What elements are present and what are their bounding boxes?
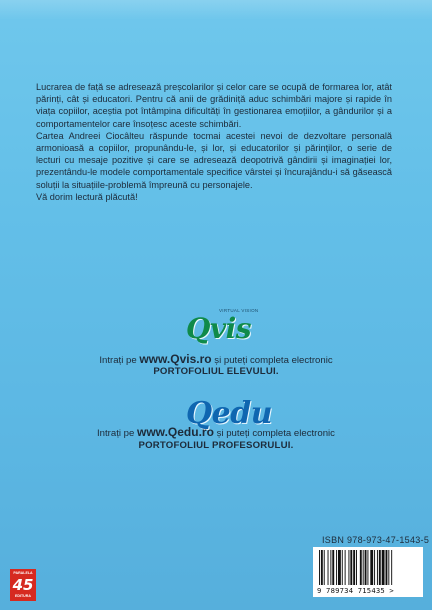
intro-closing: Vă dorim lectură plăcută! (36, 191, 138, 202)
barcode-digits: 9 789734 715435 > (317, 586, 394, 595)
intro-paragraph-2: Cartea Andreei Ciocâlteu răspunde tocmai acestei nevoi de dezvoltare personală armonioasă a copiilor, propunându-le, și lor, și educatorilor și părinților, o serie de lecturi cu mesaje pozitive și care se adresează deopotrivă gândirii și imaginației lor, prezentându-le modele comportamentale specifice vârstei și încurajându-i să găsească soluții la situațiile-problemă împreună cu personajele. (36, 130, 392, 190)
intro-text (36, 81, 392, 203)
publisher-logo-digits: 45 (12, 576, 34, 594)
qvis-prefix: Intrați pe (99, 355, 137, 366)
qvis-site-link[interactable]: www.Qvis.ro (139, 352, 212, 366)
qvis-tagline: VIRTUAL VISION (219, 308, 259, 313)
intro-paragraph-1: Lucrarea de față se adresează preșcolarilor și celor care se ocupă de formarea lor, atât părinți, cât și educatori. Pentru că anii de grădiniță aduc schimbări majore și rapide în viața copiilor, aceștia pot întâmpina dificultăți în gestionarea emoțiilor, a gândurilor și a comportamentelor care însoțesc aceste schimbări. (36, 82, 392, 129)
qvis-promo-line (0, 352, 432, 366)
qedu-prefix: Intrați pe (97, 428, 135, 439)
publisher-logo-top: PARALELA (13, 571, 33, 575)
qedu-promo-line (0, 425, 432, 439)
publisher-logo (10, 569, 36, 601)
qvis-portfolio-title: PORTOFOLIUL ELEVULUI. (153, 366, 279, 377)
publisher-logo-bottom: EDITURA (15, 594, 31, 598)
qvis-suffix: și puteți completa electronic (214, 355, 333, 366)
qedu-site-link[interactable]: www.Qedu.ro (137, 425, 214, 439)
qedu-suffix: și puteți completa electronic (216, 428, 335, 439)
qvis-logo (186, 312, 251, 345)
isbn-label: ISBN 978-973-47-1543-5 (322, 535, 430, 545)
qedu-portfolio-title: PORTOFOLIUL PROFESORULUI. (138, 440, 294, 451)
qvis-logo-text: Qvis (186, 312, 252, 345)
barcode-bars (319, 550, 417, 586)
barcode (313, 547, 423, 597)
qedu-logo-text: Qedu (186, 396, 273, 431)
